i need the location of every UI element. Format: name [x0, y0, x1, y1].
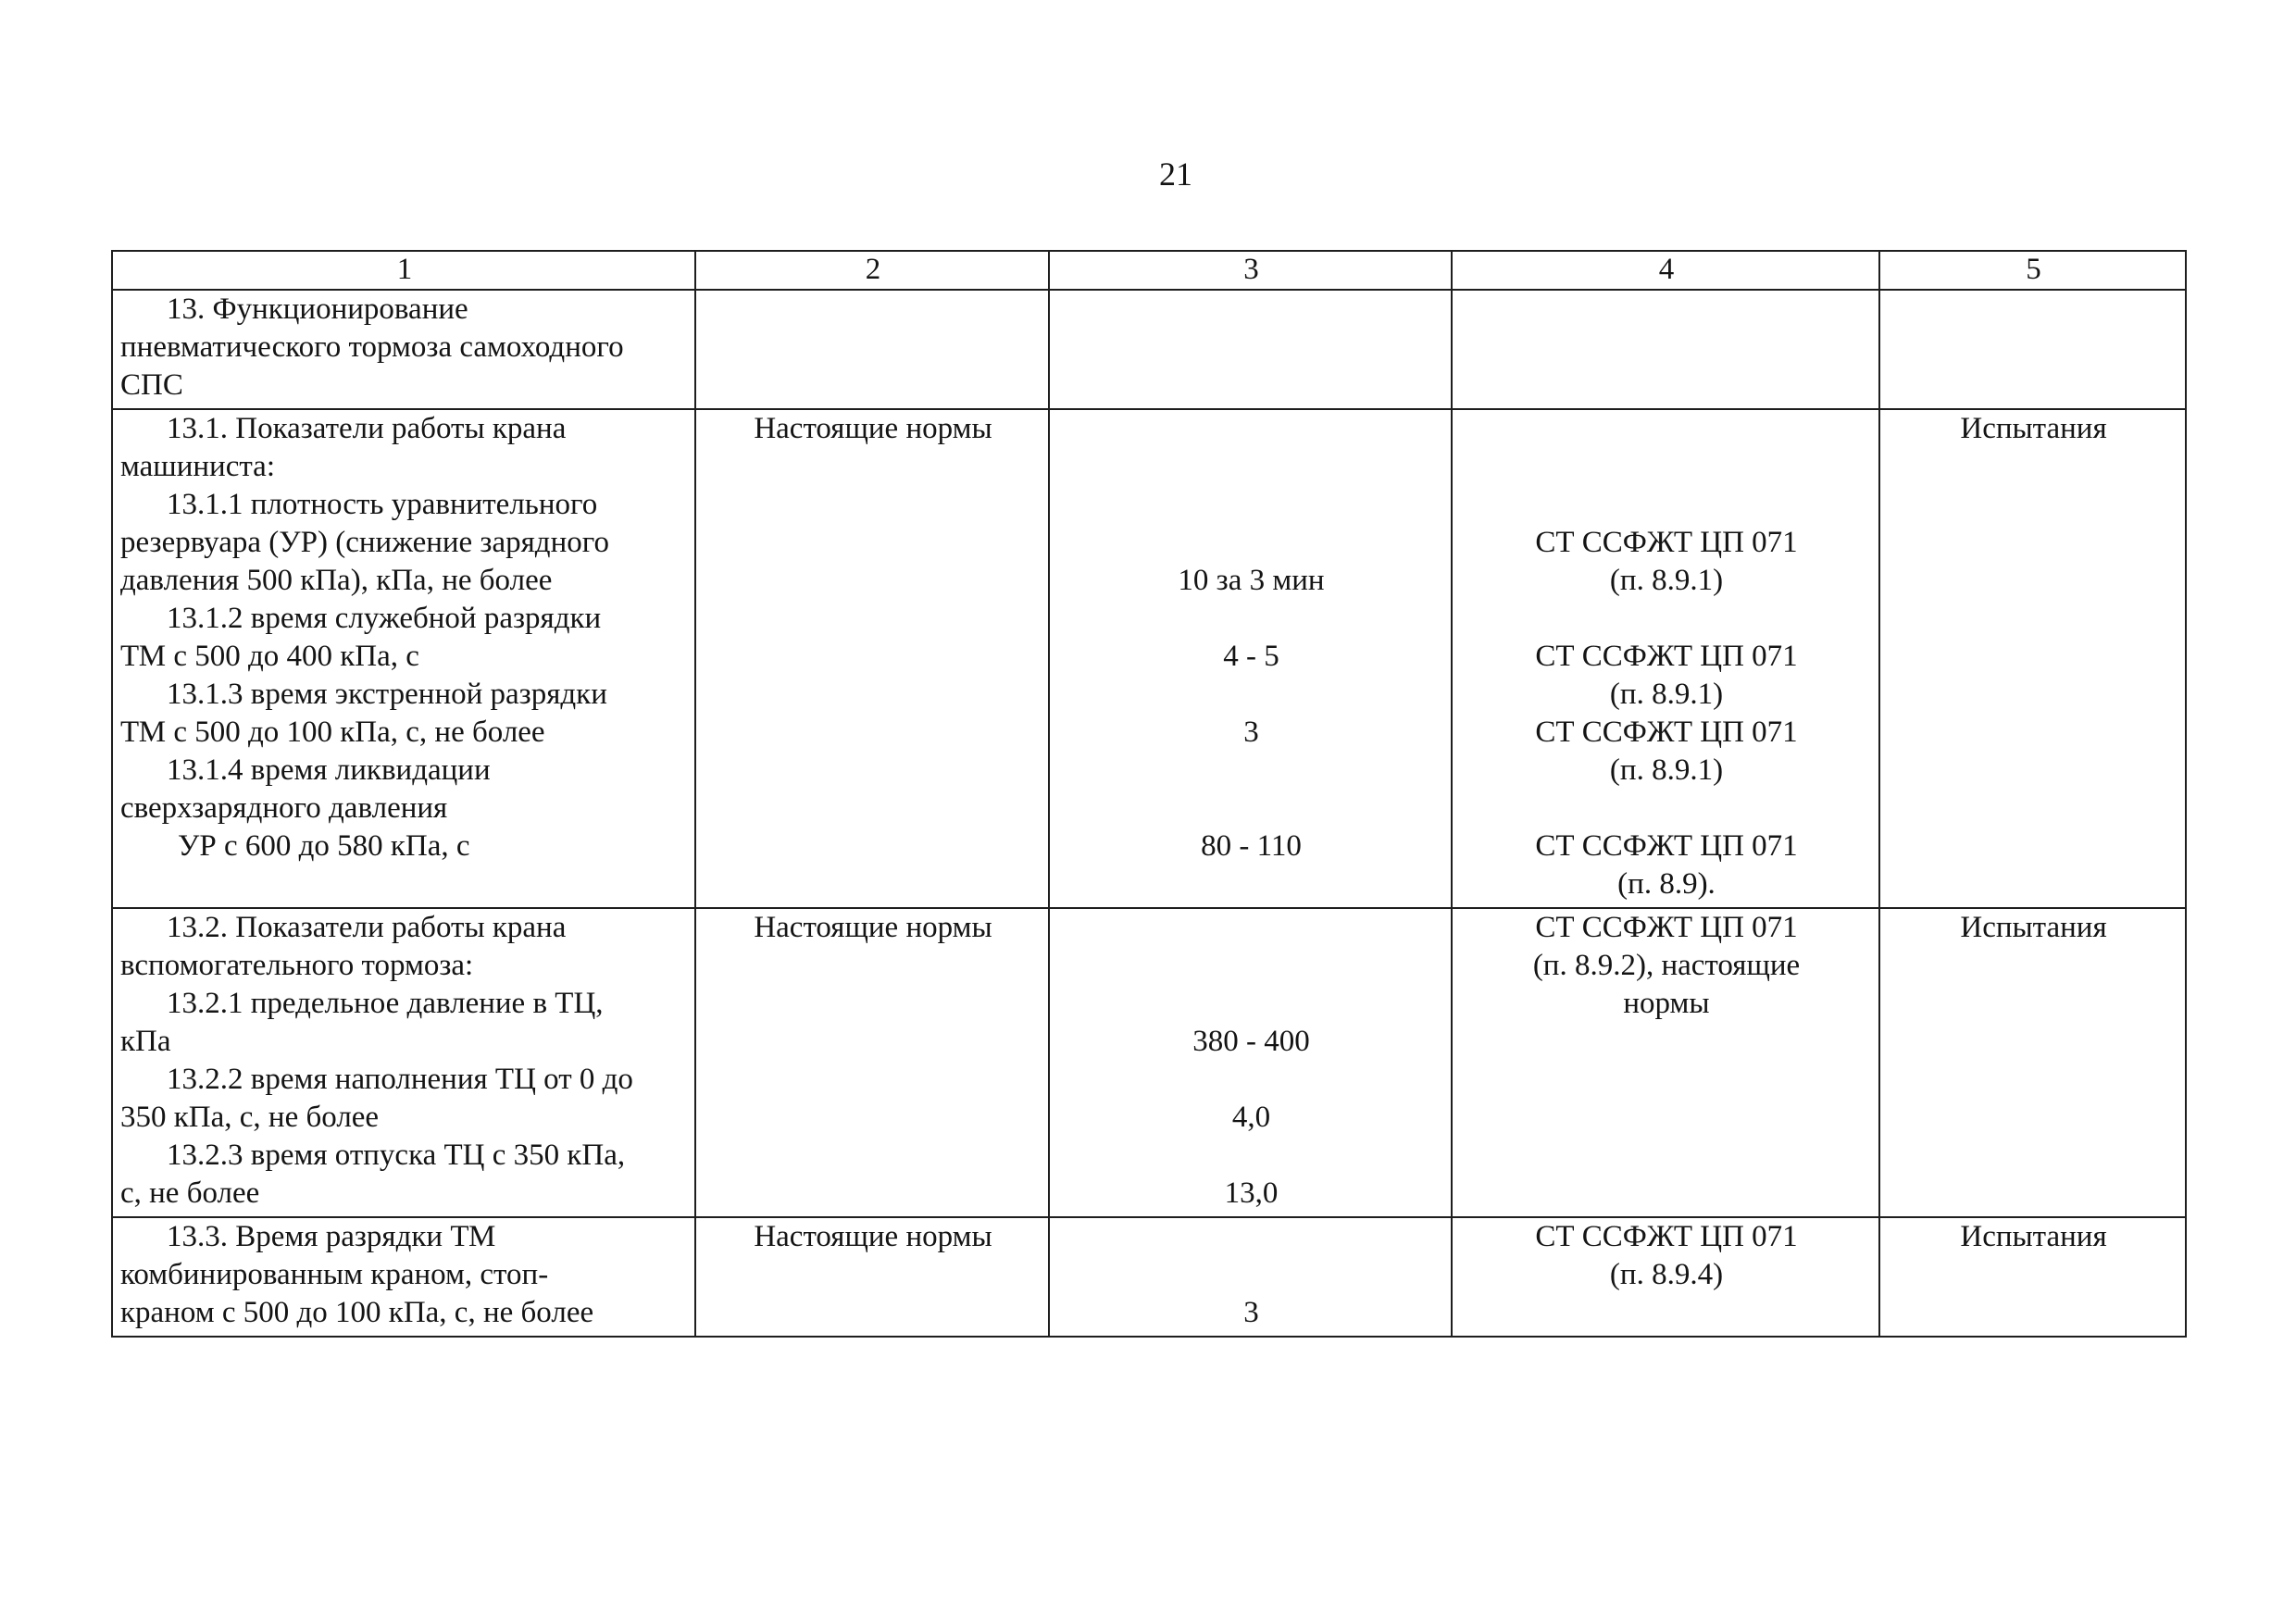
- row-13-2-line-5: 13.2.2 время наполнения ТЦ от 0 до: [167, 1063, 633, 1096]
- row-13-1-verification-text: Испытания: [1960, 412, 2107, 445]
- row-13-1-verification-cell: [1879, 409, 2186, 908]
- page-number: 21: [1159, 156, 1192, 193]
- row-13-3-references-cell: [1452, 1217, 1879, 1337]
- row-13-2-norms-text: Настоящие нормы: [754, 911, 992, 944]
- row-13-3-line-1: 13.3. Время разрядки ТМ: [167, 1220, 496, 1253]
- row-13-empty-cell-5: [1879, 290, 2186, 409]
- row-13-2-values-cell: [1049, 908, 1452, 1217]
- row-13-1-value-1: 10 за 3 мин: [1178, 564, 1325, 597]
- row-13-1-line-5: давления 500 кПа), кПа, не более: [120, 564, 553, 597]
- row-13-2-verification-text: Испытания: [1960, 911, 2107, 944]
- row-13-1-line-7: ТМ с 500 до 400 кПа, с: [120, 640, 419, 673]
- row-13-1-description-cell: [112, 409, 695, 908]
- table-row-13-3: [112, 1217, 2186, 1337]
- row-13-1-line-8: 13.1.3 время экстренной разрядки: [167, 678, 607, 711]
- row-13-title-line-1: 13. Функционирование: [167, 292, 468, 326]
- row-13-3-value-cell: [1049, 1217, 1452, 1337]
- row-13-3-verification-text: Испытания: [1960, 1220, 2107, 1253]
- row-13-1-values-cell: [1049, 409, 1452, 908]
- row-13-2-line-4: кПа: [120, 1025, 171, 1058]
- row-13-3-norms-text: Настоящие нормы: [754, 1220, 992, 1253]
- column-header-2: 2: [695, 251, 1049, 290]
- row-13-2-line-3: 13.2.1 предельное давление в ТЦ,: [167, 987, 604, 1020]
- row-13-1-ref-4-clause: (п. 8.9).: [1617, 867, 1716, 901]
- row-13-empty-cell-3: [1049, 290, 1452, 409]
- row-13-2-ref-line-2: (п. 8.9.2), настоящие: [1532, 949, 1801, 982]
- requirements-table: [111, 250, 2187, 1338]
- row-13-2-references-cell: [1452, 908, 1879, 1217]
- row-13-3-verification-cell: [1879, 1217, 2186, 1337]
- row-13-1-line-4: резервуара (УР) (снижение зарядного: [120, 526, 609, 559]
- row-13-2-line-2: вспомогательного тормоза:: [120, 949, 474, 982]
- table-row-13: [112, 290, 2186, 409]
- table-row-13-1: [112, 409, 2186, 908]
- row-13-title-cell: [112, 290, 695, 409]
- column-header-5: 5: [1879, 251, 2186, 290]
- row-13-1-line-12: УР с 600 до 580 кПа, с: [178, 829, 470, 863]
- row-13-2-description-cell: [112, 908, 695, 1217]
- row-13-1-ref-3-standard: СТ ССФЖТ ЦП 071: [1535, 716, 1798, 749]
- row-13-title-line-2: пневматического тормоза самоходного: [120, 330, 624, 364]
- row-13-title-line-3: СПС: [120, 368, 183, 402]
- row-13-1-ref-1-standard: СТ ССФЖТ ЦП 071: [1535, 526, 1798, 559]
- row-13-3-description-cell: [112, 1217, 695, 1337]
- row-13-empty-cell-4: [1452, 290, 1879, 409]
- row-13-1-value-2: 4 - 5: [1223, 640, 1279, 673]
- row-13-3-line-2: комбинированным краном, стоп-: [120, 1258, 549, 1291]
- row-13-1-line-10: 13.1.4 время ликвидации: [167, 753, 491, 787]
- row-13-1-ref-2-standard: СТ ССФЖТ ЦП 071: [1535, 640, 1798, 673]
- row-13-1-value-3: 3: [1243, 716, 1259, 749]
- row-13-1-line-1: 13.1. Показатели работы крана: [167, 412, 567, 445]
- row-13-2-line-7: 13.2.3 время отпуска ТЦ с 350 кПа,: [167, 1139, 626, 1172]
- row-13-1-ref-3-clause: (п. 8.9.1): [1609, 753, 1724, 787]
- row-13-1-ref-2-clause: (п. 8.9.1): [1609, 678, 1724, 711]
- row-13-1-norms-text: Настоящие нормы: [754, 412, 992, 445]
- row-13-1-line-6: 13.1.2 время служебной разрядки: [167, 602, 602, 635]
- row-13-1-value-4: 80 - 110: [1201, 829, 1302, 863]
- table-row-13-2: [112, 908, 2186, 1217]
- row-13-2-ref-line-3: нормы: [1623, 987, 1710, 1020]
- row-13-1-line-9: ТМ с 500 до 100 кПа, с, не более: [120, 716, 545, 749]
- row-13-1-references-cell: [1452, 409, 1879, 908]
- column-header-3: 3: [1049, 251, 1452, 290]
- row-13-1-line-11: сверхзарядного давления: [120, 791, 448, 825]
- row-13-2-verification-cell: [1879, 908, 2186, 1217]
- table-header-row: [112, 251, 2186, 290]
- row-13-2-value-3: 13,0: [1224, 1176, 1279, 1210]
- column-header-1: 1: [112, 251, 695, 290]
- row-13-3-ref-line-1: СТ ССФЖТ ЦП 071: [1535, 1220, 1798, 1253]
- row-13-empty-cell-2: [695, 290, 1049, 409]
- row-13-2-ref-line-1: СТ ССФЖТ ЦП 071: [1535, 911, 1798, 944]
- row-13-3-line-3: краном с 500 до 100 кПа, с, не более: [120, 1296, 594, 1329]
- row-13-1-line-3: 13.1.1 плотность уравнительного: [167, 488, 598, 521]
- row-13-2-norms-cell: [695, 908, 1049, 1217]
- row-13-1-ref-1-clause: (п. 8.9.1): [1609, 564, 1724, 597]
- row-13-2-value-1: 380 - 400: [1192, 1025, 1310, 1058]
- column-header-4: 4: [1452, 251, 1879, 290]
- row-13-1-line-2: машиниста:: [120, 450, 275, 483]
- row-13-3-norms-cell: [695, 1217, 1049, 1337]
- row-13-3-value: 3: [1243, 1296, 1259, 1329]
- row-13-2-value-2: 4,0: [1231, 1101, 1271, 1134]
- row-13-2-line-8: с, не более: [120, 1176, 260, 1210]
- row-13-2-line-6: 350 кПа, с, не более: [120, 1101, 380, 1134]
- row-13-3-ref-line-2: (п. 8.9.4): [1609, 1258, 1724, 1291]
- row-13-1-ref-4-standard: СТ ССФЖТ ЦП 071: [1535, 829, 1798, 863]
- row-13-2-line-1: 13.2. Показатели работы крана: [167, 911, 567, 944]
- row-13-1-norms-cell: [695, 409, 1049, 908]
